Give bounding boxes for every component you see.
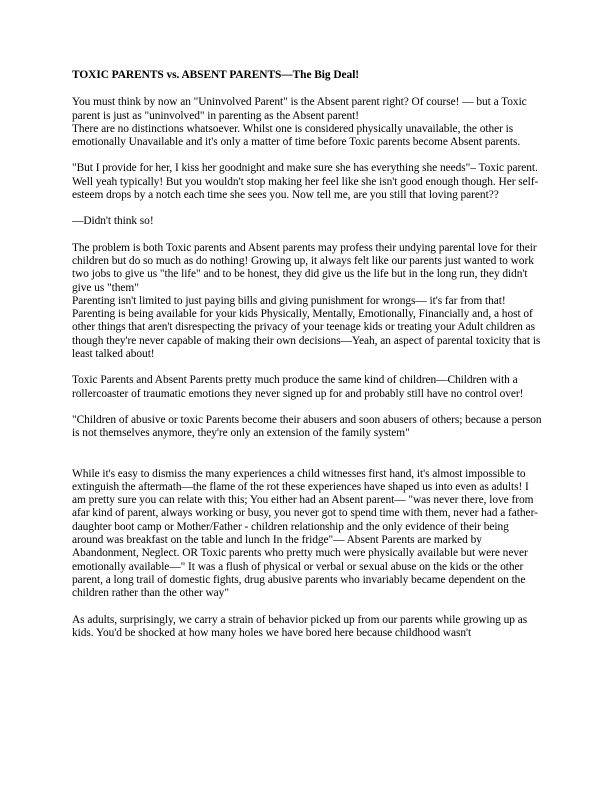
- paragraph: Toxic Parents and Absent Parents pretty much produce the same kind of children—Children with a rollercoaster of traumatic emotions they never signed up for and probably still have no control over!: [72, 374, 524, 400]
- paragraph: There are no distinctions whatsoever. Whilst one is considered physically unavailable, the other is emotionally Unavailable and it's only a matter of time before Toxic parents become Absent parents.: [72, 122, 521, 149]
- document-title: TOXIC PARENTS vs. ABSENT PARENTS—The Big Deal!: [72, 69, 360, 81]
- paragraph: Parenting isn't limited to just paying bills and giving punishment for wrongs— it's far from that! Parenting is being available for your kids Physically, Mentally, Emotionally, Financially and, a host of other things that aren't disrespecting the privacy of your teenage kids or treating your Adult children as though they're never capable of making their own decisions—Yeah, an aspect of parental toxicity that is least talked about!: [72, 294, 541, 361]
- quote-paragraph: "Children of abusive or toxic Parents become their abusers and soon abusers of others; because a person is not themselves anymore, they're only an extension of the family system": [72, 413, 542, 440]
- paragraph: You must think by now an "Uninvolved Parent" is the Absent parent right? Of course! — but a Toxic parent is just as "uninvolved" in parenting as the Absent parent!: [72, 96, 527, 122]
- paragraph: The problem is both Toxic parents and Absent parents may profess their undying parental love for their children but do so much as do nothing! Growing up, it always felt like our parents just wanted to work two jobs to give us "the life" and to be honest, they did give us the life but in the long run, they didn't give us "them": [72, 241, 537, 294]
- paragraph: As adults, surprisingly, we carry a strain of behavior picked up from our parents while growing up as kids. You'd be shocked at how many holes we have bored here because childhood wasn't: [72, 613, 528, 639]
- paragraph: While it's easy to dismiss the many experiences a child witnesses first hand, it's almost impossible to extinguish the aftermath—the flame of the rot these experiences have shaped us into even as adults! I am pretty sure you can relate with this; You either had an Absent parent— "was never there, love from afar kind of parent, always working or busy, you never got to spend time with them, never had a father-daughter boot camp or Mother/Father - children relationship and the only evidence of their being around was breakfast on the table and lunch In the fridge"— Absent Parents are marked by Abandonment, Neglect. OR Toxic parents who pretty much were physically available but were never emotionally available—" It was a flush of physical or verbal or sexual abuse on the kids or the other parent, a long trail of domestic fights, drug abusive parents who invariably became dependent on the children rather than the other way": [72, 467, 538, 600]
- paragraph: "But I provide for her, I kiss her goodnight and make sure she has everything she needs"– Toxic parent. Well yeah typically! But you wouldn't stop making her feel like she isn't good enough though. Her self-esteem drops by a notch each time she sees you. Now tell me, are you still that loving parent??: [72, 162, 539, 202]
- paragraph: —Didn't think so!: [72, 215, 154, 228]
